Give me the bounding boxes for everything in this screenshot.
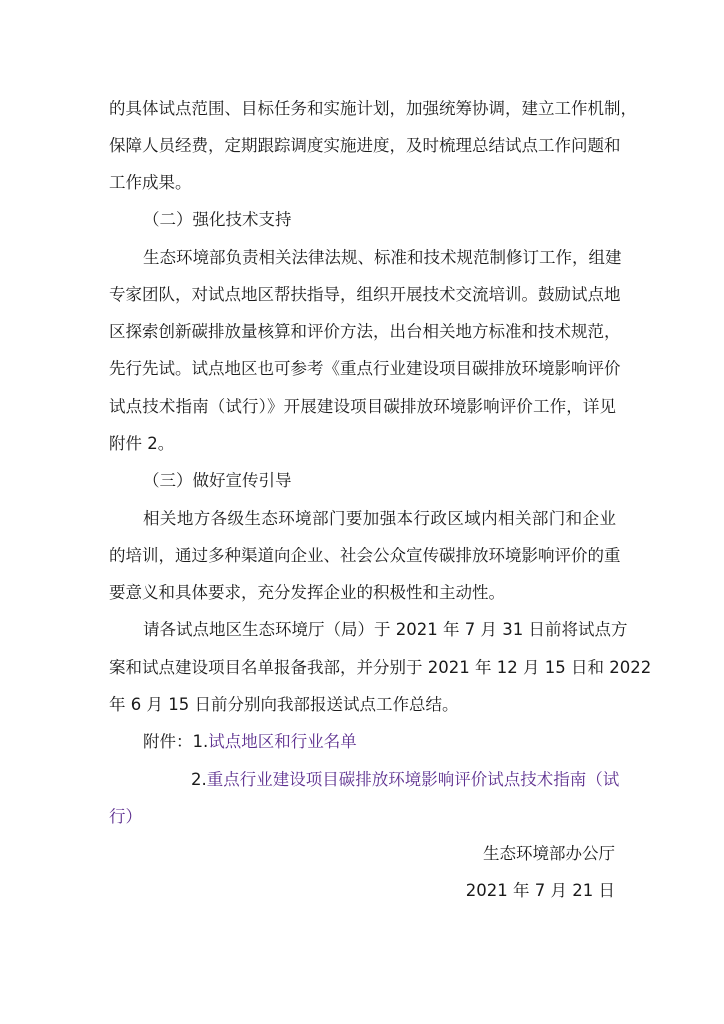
attachment-2-link[interactable]: 重点行业建设项目碳排放环境影响评价试点技术指南（试 — [206, 770, 620, 789]
paragraph-3-line-1: 相关地方各级生态环境部门要加强本行政区域内相关部门和企业 — [143, 509, 616, 528]
paragraph-3-line-3: 要意义和具体要求，充分发挥企业的积极性和主动性。 — [109, 583, 505, 602]
paragraph-2-line-6: 附件 2。 — [109, 434, 175, 453]
attachment-item-2 — [191, 768, 620, 792]
paragraph-1-line-2: 保障人员经费，定期跟踪调度实施进度，及时梳理总结试点工作问题和 — [109, 136, 621, 155]
attachment-2-number: 2. — [191, 770, 207, 789]
attachment-item-1 — [143, 730, 357, 754]
section-heading-2: （二）强化技术支持 — [143, 210, 292, 229]
signature-org: 生态环境部办公厅 — [483, 844, 615, 863]
paragraph-2-line-3: 区探索创新碳排放量核算和评价方法，出台相关地方标准和技术规范， — [109, 322, 621, 341]
section-heading-3: （三）做好宣传引导 — [143, 471, 292, 490]
attachments-label: 附件： — [143, 732, 193, 751]
paragraph-4-line-3: 年 6 月 15 日前分别向我部报送试点工作总结。 — [109, 695, 459, 714]
attachment-1-number: 1. — [192, 732, 209, 751]
paragraph-4-line-2: 案和试点建设项目名单报备我部，并分别于 2021 年 12 月 15 日和 2022 — [109, 658, 652, 677]
paragraph-1-line-3: 工作成果。 — [109, 173, 192, 192]
paragraph-2-line-1: 生态环境部负责相关法律法规、标准和技术规范制修订工作，组建 — [143, 248, 622, 267]
paragraph-1-line-1: 的具体试点范围、目标任务和实施计划，加强统筹协调，建立工作机制， — [109, 99, 637, 118]
attachment-2-link-continued[interactable]: 行） — [109, 807, 142, 826]
attachment-item-2-continued — [109, 805, 142, 829]
attachment-1-link[interactable]: 试点地区和行业名单 — [208, 732, 357, 751]
paragraph-2-line-2: 专家团队，对试点地区帮扶指导，组织开展技术交流培训。鼓励试点地 — [109, 285, 621, 304]
paragraph-2-line-5: 试点技术指南（试行）》开展建设项目碳排放环境影响评价工作，详见 — [109, 397, 616, 416]
signature-date: 2021 年 7 月 21 日 — [465, 881, 615, 900]
paragraph-4-line-1: 请各试点地区生态环境厅（局）于 2021 年 7 月 31 日前将试点方 — [143, 620, 628, 639]
paragraph-3-line-2: 的培训，通过多种渠道向企业、社会公众宣传碳排放环境影响评价的重 — [109, 546, 621, 565]
paragraph-2-line-4: 先行先试。试点地区也可参考《重点行业建设项目碳排放环境影响评价 — [109, 359, 621, 378]
